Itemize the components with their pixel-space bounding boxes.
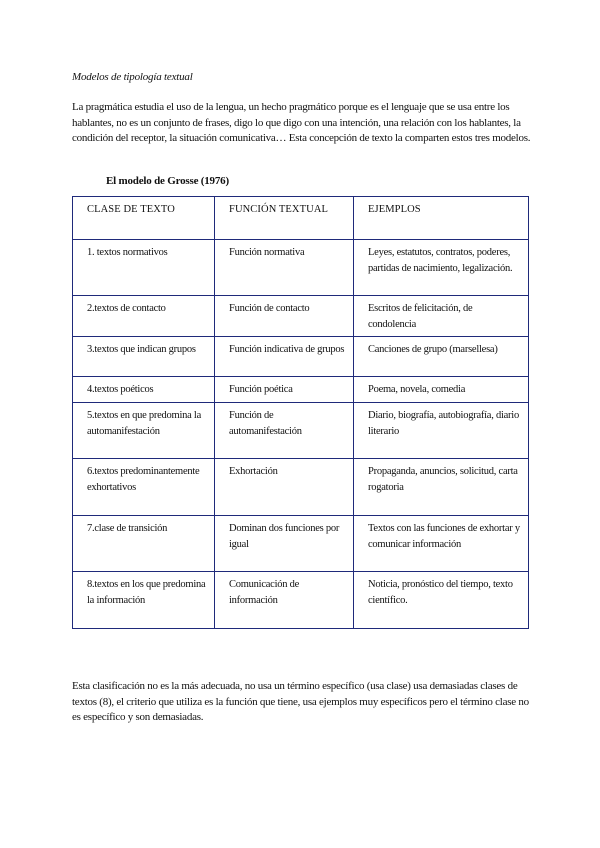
cell-ejemplos: Leyes, estatutos, contratos, poderes, partidas de nacimiento, legalización. bbox=[354, 240, 529, 296]
cell-ejemplos: Noticia, pronóstico del tiempo, texto científico. bbox=[354, 572, 529, 629]
table-row bbox=[73, 403, 529, 459]
header-ejemplos: EJEMPLOS bbox=[354, 197, 529, 240]
cell-funcion: Función normativa bbox=[215, 240, 354, 296]
cell-clase: 3.textos que indican grupos bbox=[73, 337, 215, 377]
intro-paragraph: La pragmática estudia el uso de la lengua, un hecho pragmático porque es el lenguaje que se usa entre los hablantes, no es un conjunto de frases, digo lo que digo con una intención, una relación con los hablantes, la condición del receptor, la situación comunicativa… Esta concepción de texto la comparten estos tres modelos. bbox=[72, 101, 531, 144]
section-heading: Modelos de tipología textual bbox=[72, 71, 193, 83]
cell-funcion: Función de contacto bbox=[215, 296, 354, 337]
cell-ejemplos: Escritos de felicitación, de condolencia bbox=[354, 296, 529, 337]
header-clase: CLASE DE TEXTO bbox=[73, 197, 215, 240]
cell-ejemplos: Textos con las funciones de exhortar y comunicar información bbox=[354, 516, 529, 572]
cell-funcion: Función de automanifestación bbox=[215, 403, 354, 459]
cell-funcion: Función poética bbox=[215, 377, 354, 403]
cell-ejemplos: Poema, novela, comedia bbox=[354, 377, 529, 403]
cell-clase: 4.textos poéticos bbox=[73, 377, 215, 403]
conclusion-paragraph: Esta clasificación no es la más adecuada, no usa un término específico (usa clase) usa demasiadas clases de textos (8), el criterio que utiliza es la función que tiene, usa ejemplos muy específicos pero el término clase no es específico y son demasiadas. bbox=[72, 680, 529, 723]
table-row bbox=[73, 337, 529, 377]
cell-clase: 8.textos en los que predomina la información bbox=[73, 572, 215, 629]
table-row bbox=[73, 572, 529, 629]
cell-clase: 7.clase de transición bbox=[73, 516, 215, 572]
cell-funcion: Función indicativa de grupos bbox=[215, 337, 354, 377]
cell-clase: 6.textos predominantemente exhortativos bbox=[73, 459, 215, 516]
cell-ejemplos: Canciones de grupo (marsellesa) bbox=[354, 337, 529, 377]
cell-funcion: Comunicación de información bbox=[215, 572, 354, 629]
table-row bbox=[73, 516, 529, 572]
table-row bbox=[73, 459, 529, 516]
cell-funcion: Dominan dos funciones por igual bbox=[215, 516, 354, 572]
table-header-row bbox=[73, 197, 529, 240]
cell-clase: 1. textos normativos bbox=[73, 240, 215, 296]
cell-clase: 5.textos en que predomina la automanifestación bbox=[73, 403, 215, 459]
cell-funcion: Exhortación bbox=[215, 459, 354, 516]
table-title: El modelo de Grosse (1976) bbox=[106, 175, 229, 187]
grosse-model-table bbox=[72, 196, 529, 629]
table-row bbox=[73, 240, 529, 296]
table-row bbox=[73, 296, 529, 337]
cell-clase: 2.textos de contacto bbox=[73, 296, 215, 337]
cell-ejemplos: Propaganda, anuncios, solicitud, carta rogatoria bbox=[354, 459, 529, 516]
header-funcion: FUNCIÓN TEXTUAL bbox=[215, 197, 354, 240]
table-row bbox=[73, 377, 529, 403]
cell-ejemplos: Diario, biografía, autobiografía, diario literario bbox=[354, 403, 529, 459]
